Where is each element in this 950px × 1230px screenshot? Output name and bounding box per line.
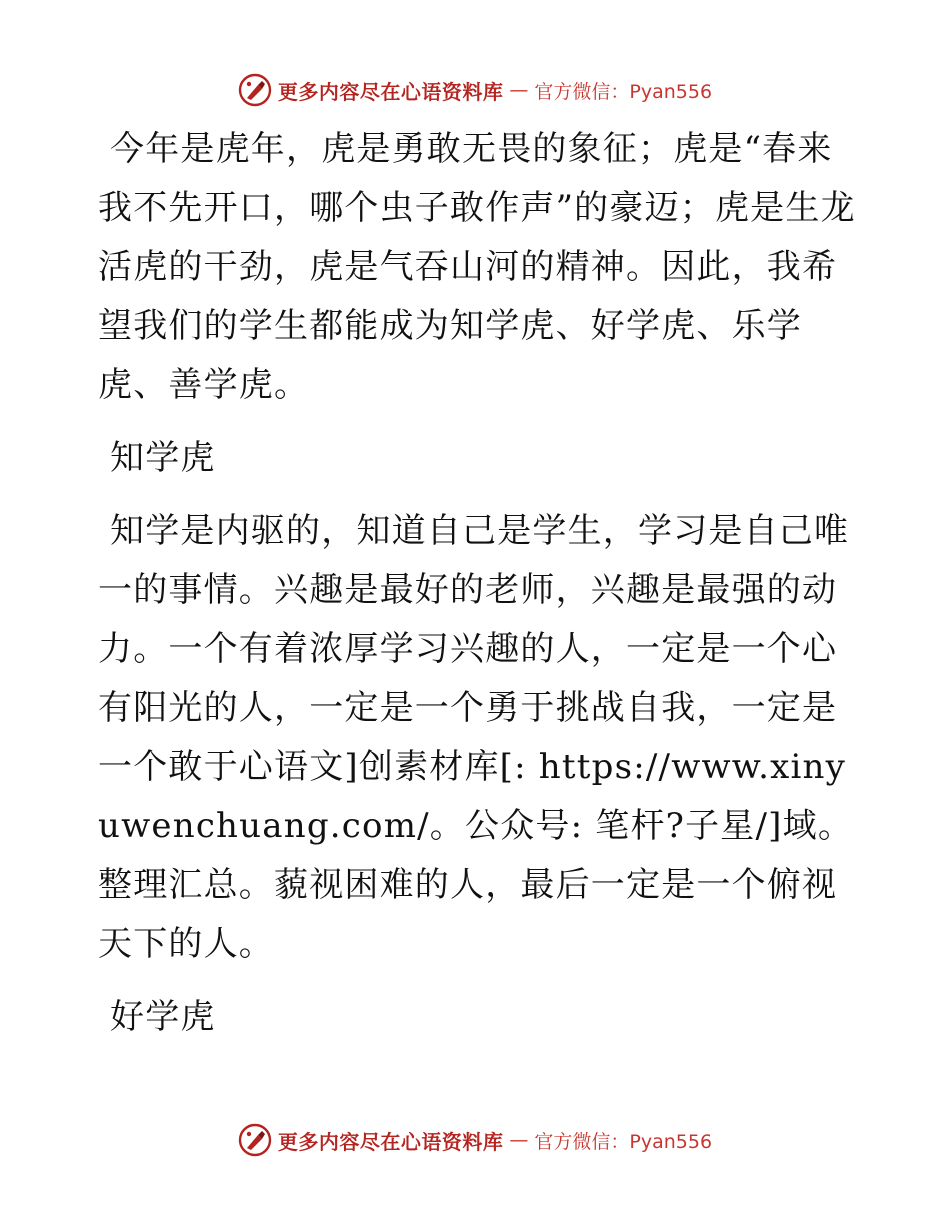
intro-paragraph: 今年是虎年，虎是勇敢无畏的象征；虎是“春来我不先开口，哪个虫子敢作声”的豪迈；虎是生龙活虎的干劲，虎是气吞山河的精神。因此，我希望我们的学生都能成为知学虎、好学虎、乐学虎、善学虎。 — [98, 129, 856, 405]
page-footer-banner — [0, 1120, 950, 1160]
pen-logo-icon — [238, 1123, 272, 1157]
pen-logo-icon — [238, 73, 272, 107]
section-heading-haoxuehu: 好学虎 — [110, 997, 216, 1037]
document-body — [98, 120, 858, 1047]
zhixuehu-paragraph: 知学是内驱的，知道自己是学生，学习是自己唯一的事情。兴趣是最好的老师，兴趣是最强的动力。一个有着浓厚学习兴趣的人，一定是一个心有阳光的人，一定是一个勇于挑战自我，一定是一个敢于心语文]创素材库[: https://www.xinyuwenchuang.com/。公众号: 笔杆?子星/]域。整理汇总。藐视困难的人，最后一定是一个俯视天下的人。 — [98, 511, 854, 964]
footer-separator: — — [509, 1129, 529, 1151]
header-separator: — — [509, 79, 529, 101]
header-contact-text: 官方微信：Pyan556 — [534, 80, 713, 103]
footer-site-text: 更多内容尽在心语资料库 — [277, 1129, 504, 1154]
page-header-banner — [0, 70, 950, 110]
header-site-text: 更多内容尽在心语资料库 — [277, 79, 504, 104]
section-heading-zhixuehu: 知学虎 — [110, 438, 216, 478]
footer-contact-text: 官方微信：Pyan556 — [534, 1130, 713, 1153]
